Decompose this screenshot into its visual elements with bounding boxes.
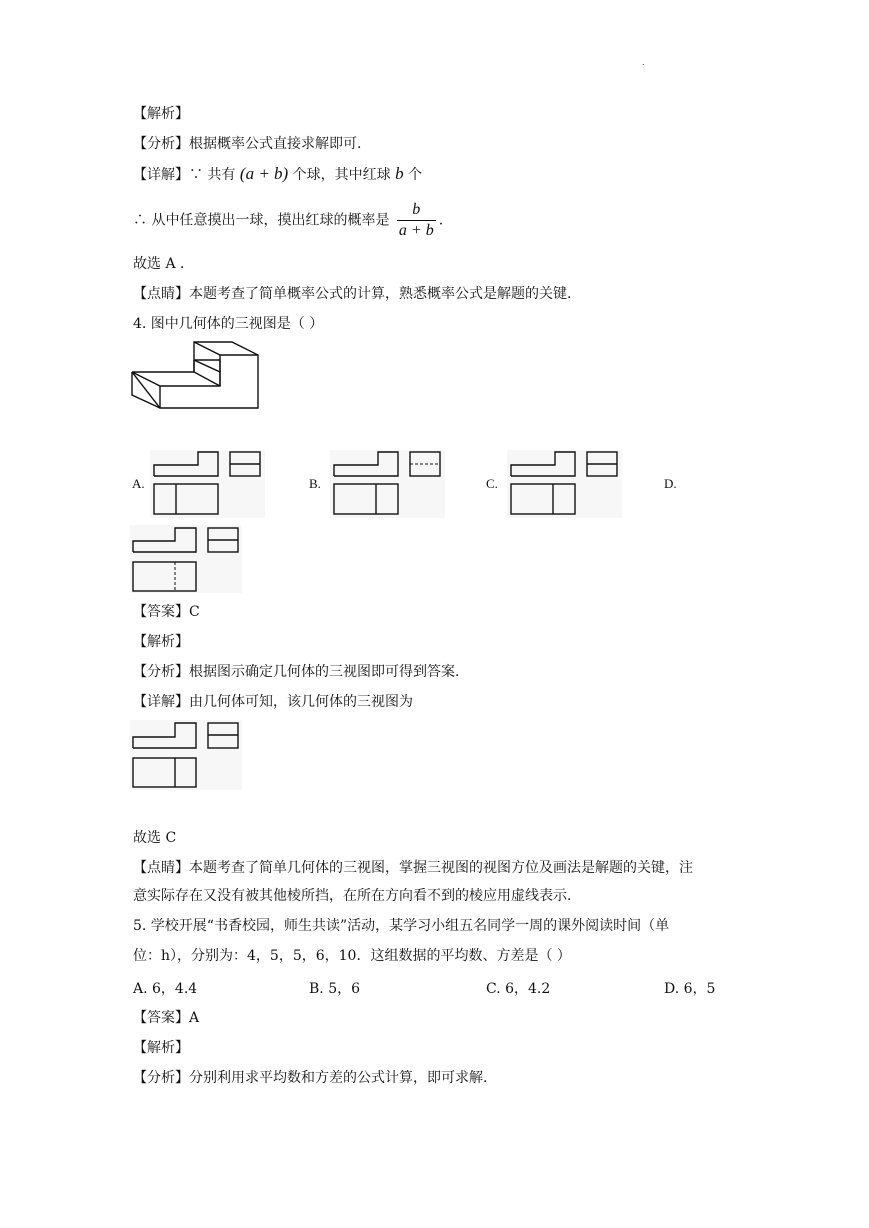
q5-choice-d: D. 6，5 xyxy=(664,981,716,997)
q5-question-2: 位：h），分别为：4，5，5，6，10．这组数据的平均数、方差是（ ） xyxy=(133,948,571,964)
q4-jiexi: 【解析】 xyxy=(133,634,189,650)
q4-choose: 故选 C xyxy=(133,830,177,846)
q3-expr: (a + b) xyxy=(239,164,289,183)
solution-views xyxy=(130,720,242,790)
probability-fraction: $\frac{b}{a + b}$ xyxy=(398,201,434,239)
q3-xiangjie: 【详解】∵ 共有 (a + b) 个球，其中红球 b 个 xyxy=(133,164,423,183)
q3-fenxi: 【分析】根据概率公式直接求解即可. xyxy=(133,136,362,152)
q4-question: 4. 图中几何体的三视图是（ ） xyxy=(133,316,324,332)
option-b-views xyxy=(330,450,445,518)
geometry-solid-figure xyxy=(130,340,262,412)
q4-fenxi: 【分析】根据图示确定几何体的三视图即可得到答案. xyxy=(133,664,460,680)
option-a-views xyxy=(150,450,265,518)
option-a-label: A. xyxy=(132,476,145,491)
q3-dianjing: 【点睛】本题考查了简单概率公式的计算，熟悉概率公式是解题的关键. xyxy=(133,286,572,302)
q3-jiexi: 【解析】 xyxy=(133,106,189,122)
option-c-views xyxy=(507,450,622,518)
q5-question-1: 5. 学校开展“书香校园，师生共读”活动，某学习小组五名同学一周的课外阅读时间（单 xyxy=(133,918,670,934)
q5-fenxi: 【分析】分别利用求平均数和方差的公式计算，即可求解. xyxy=(133,1070,488,1086)
q5-answer: 【答案】A xyxy=(133,1010,200,1026)
q4-xiangjie: 【详解】由几何体可知，该几何体的三视图为 xyxy=(133,694,413,710)
q5-jiexi: 【解析】 xyxy=(133,1040,189,1056)
q5-choice-a: A. 6，4.4 xyxy=(133,981,198,997)
q5-choice-b: B. 5，6 xyxy=(309,981,361,997)
q3-choose: 故选 A ． xyxy=(133,256,195,272)
option-b-label: B. xyxy=(309,476,321,491)
option-c-label: C. xyxy=(486,476,498,491)
q5-choice-c: C. 6，4.2 xyxy=(486,981,551,997)
q4-dianjing-1: 【点睛】本题考查了简单几何体的三视图，掌握三视图的视图方位及画法是解题的关键，注 xyxy=(133,860,693,876)
q3-therefore: ∴ 从中任意摸出一球，摸出红球的概率是 $\frac{b}{a + b}$ . xyxy=(133,201,444,239)
q4-dianjing-2: 意实际存在又没有被其他棱所挡，在所在方向看不到的棱应用虚线表示. xyxy=(133,888,572,904)
option-d-views xyxy=(130,525,242,593)
q4-answer: 【答案】C xyxy=(133,604,200,620)
header-mark: . xyxy=(642,58,645,67)
option-d-label: D. xyxy=(664,476,677,491)
